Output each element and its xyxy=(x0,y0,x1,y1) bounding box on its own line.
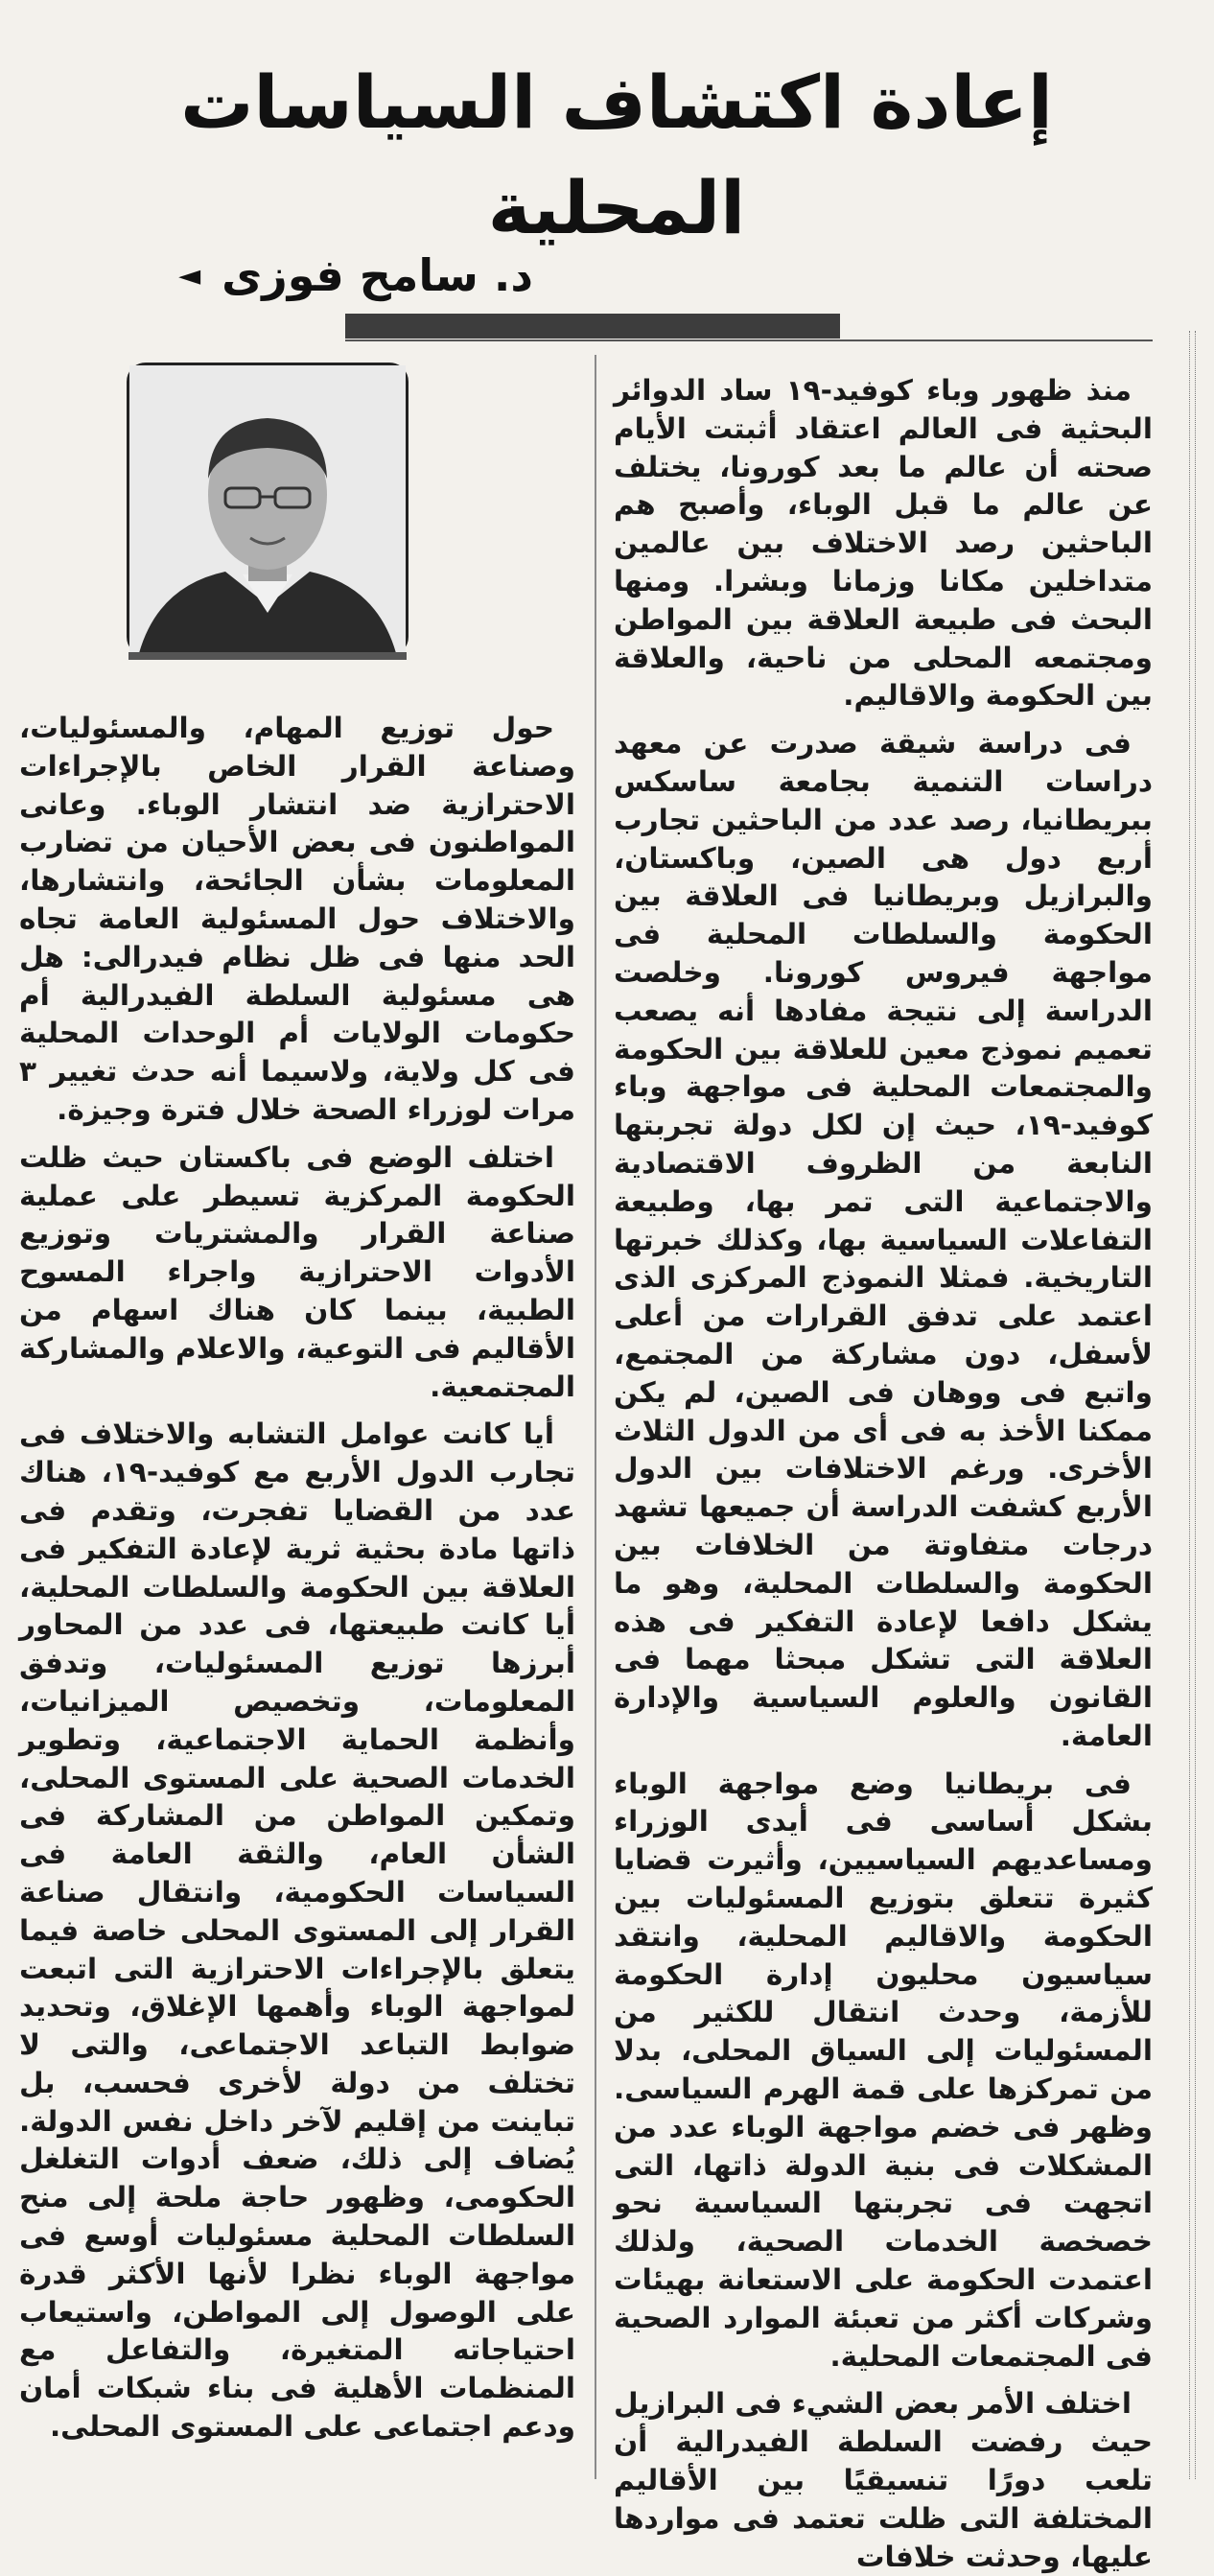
paragraph: فى بريطانيا وضع مواجهة الوباء بشكل أساسى فى أيدى الوزراء ومساعديهم السياسيين، وأثيرت قضايا كثيرة تتعلق بتوزيع المسئوليات بين الحكومة والاقاليم المحلية، وانتقد سياسيون محليون إدارة الحكومة للأزمة، وحدث انتقال للكثير من المسئوليات إلى السياق المحلى، بدلا من تمركزها على قمة الهرم السياسى. وظهر فى خضم مواجهة الوباء عدد من المشكلات فى بنية الدولة ذاتها، التى اتجهت فى تجربتها السياسية نحو خصخصة الخدمات الصحية، ولذلك اعتمدت الحكومة على الاستعانة بهيئات وشركات أكثر من تعبئة الموارد الصحية فى المجتمعات المحلية. xyxy=(614,1767,1153,2373)
article-headline: إعادة اكتشاف السياسات المحلية xyxy=(180,59,1053,250)
article-column-right xyxy=(614,372,1153,2573)
paragraph: اختلف الوضع فى باكستان حيث ظلت الحكومة المركزية تسيطر على عملية صناعة القرار والمشتريات وتوزيع الأدوات الاحترازية واجراء المسوح الطبية، بينما كان هناك اسهام من الأقاليم فى التوعية، والاعلام والمشاركة المجتمعية. xyxy=(19,1140,575,1403)
author-portrait-icon xyxy=(129,365,406,653)
paragraph: أيا كانت عوامل التشابه والاختلاف فى تجارب الدول الأربع مع كوفيد-١٩، هناك عدد من القضايا تفجرت، وتقدم فى ذاتها مادة بحثية ثرية لإعادة التفكير فى العلاقة بين الحكومة والسلطات المحلية، أيا كانت طبيعتها، فى عدد من المحاور أبرزها توزيع المسئوليات، وتدفق المعلومات، وتخصيص الميزانيات، وأنظمة الحماية الاجتماعية، وتطوير الخدمات الصحية على المستوى المحلى، وتمكين المواطن من المشاركة فى الشأن العام، والثقة العامة فى السياسات الحكومية، وانتقال صناعة القرار إلى المستوى المحلى خاصة فيما يتعلق بالإجراءات الاحترازية التى اتبعت لمواجهة الوباء وأهمها الإغلاق، وتحديد ضوابط التباعد الاجتماعى، والتى لا تختلف من دولة لأخرى فحسب، بل تباينت من إقليم لآخر داخل نفس الدولة. يُضاف إلى ذلك، ضعف أدوات التغلغل الحكومى، وظهور حاجة ملحة إلى منح السلطات المحلية مسئوليات أوسع فى مواجهة الوباء نظرا لأنها الأكثر قدرة على الوصول إلى المواطن، واستيعاب احتياجاته المتغيرة، والتفاعل مع المنظمات الأهلية فى بناء شبكات أمان ودعم اجتماعى على المستوى المحلى. xyxy=(19,1417,575,2444)
top-rule xyxy=(345,340,1153,341)
column-divider xyxy=(595,355,596,2479)
paragraph: منذ ظهور وباء كوفيد-١٩ ساد الدوائر البحثية فى العالم اعتقاد أثبتت الأيام صحته أن عالم ما بعد كورونا، يختلف عن عالم ما قبل الوباء، وأصبح هم الباحثين رصد الاختلاف بين عالمين متداخلين مكانا وزمانا وبشرا. ومنها البحث فى طبيعة العلاقة بين المواطن ومجتمعه المحلى من ناحية، والعلاقة بين الحكومة والاقاليم. xyxy=(614,374,1153,713)
paragraph: اختلف الأمر بعض الشيء فى البرازيل حيث رفضت السلطة الفيدرالية أن تلعب دورًا تنسيقيًا بين الأقاليم المختلفة التى ظلت تعتمد فى مواردها عليها، وحدثت خلافات xyxy=(614,2387,1153,2573)
byline-arrow-icon: ◄ xyxy=(178,258,201,293)
article-column-left xyxy=(19,710,575,2494)
author-photo xyxy=(127,363,409,656)
paragraph: فى دراسة شيقة صدرت عن معهد دراسات التنمية بجامعة ساسكس ببريطانيا، رصد عدد من الباحثين تجارب أربع دول هى الصين، وباكستان، والبرازيل وبريطانيا فى العلاقة بين الحكومة والسلطات المحلية فى مواجهة فيروس كورونا. وخلصت الدراسة إلى نتيجة مفادها أنه يصعب تعميم نموذج معين للعلاقة بين الحكومة والمجتمعات المحلية فى مواجهة وباء كوفيد-١٩، حيث إن لكل دولة تجربتها النابعة من الظروف الاقتصادية والاجتماعية التى تمر بها، وطبيعة التفاعلات السياسية بها، وكذلك خبرتها التاريخية. فمثلا النموذج المركزى الذى اعتمد على تدفق القرارات من أعلى لأسفل، دون مشاركة من المجتمع، واتبع فى ووهان فى الصين، لم يكن ممكنا الأخذ به فى أى من الدول الثلاث الأخرى. ورغم الاختلافات بين الدول الأربع كشفت الدراسة أن جميعها تشهد درجات متفاوتة من الخلافات بين الحكومة والسلطات المحلية، وهو ما يشكل دافعا لإعادة التفكير فى هذه العلاقة التى تشكل مبحثا مهما فى القانون والعلوم السياسية والإدارة العامة. xyxy=(614,727,1153,1752)
page-edge-border xyxy=(1189,331,1196,2479)
byline-bar xyxy=(345,314,840,339)
author-name: د. سامح فوزى xyxy=(222,249,533,301)
photo-shadow xyxy=(128,652,407,660)
byline xyxy=(130,242,533,309)
paragraph: حول توزيع المهام، والمسئوليات، وصناعة القرار الخاص بالإجراءات الاحترازية ضد انتشار الوباء. وعانى المواطنون فى بعض الأحيان من تضارب المعلومات بشأن الجائحة، وانتشارها، والاختلاف حول المسئولية العامة تجاه الحد منها فى ظل نظام فيدرالى: هل هى مسئولية السلطة الفيدرالية أم حكومات الولايات أم الوحدات المحلية فى كل ولاية، ولاسيما أنه حدث تغيير ٣ مرات لوزراء الصحة خلال فترة وجيزة. xyxy=(19,712,575,1126)
